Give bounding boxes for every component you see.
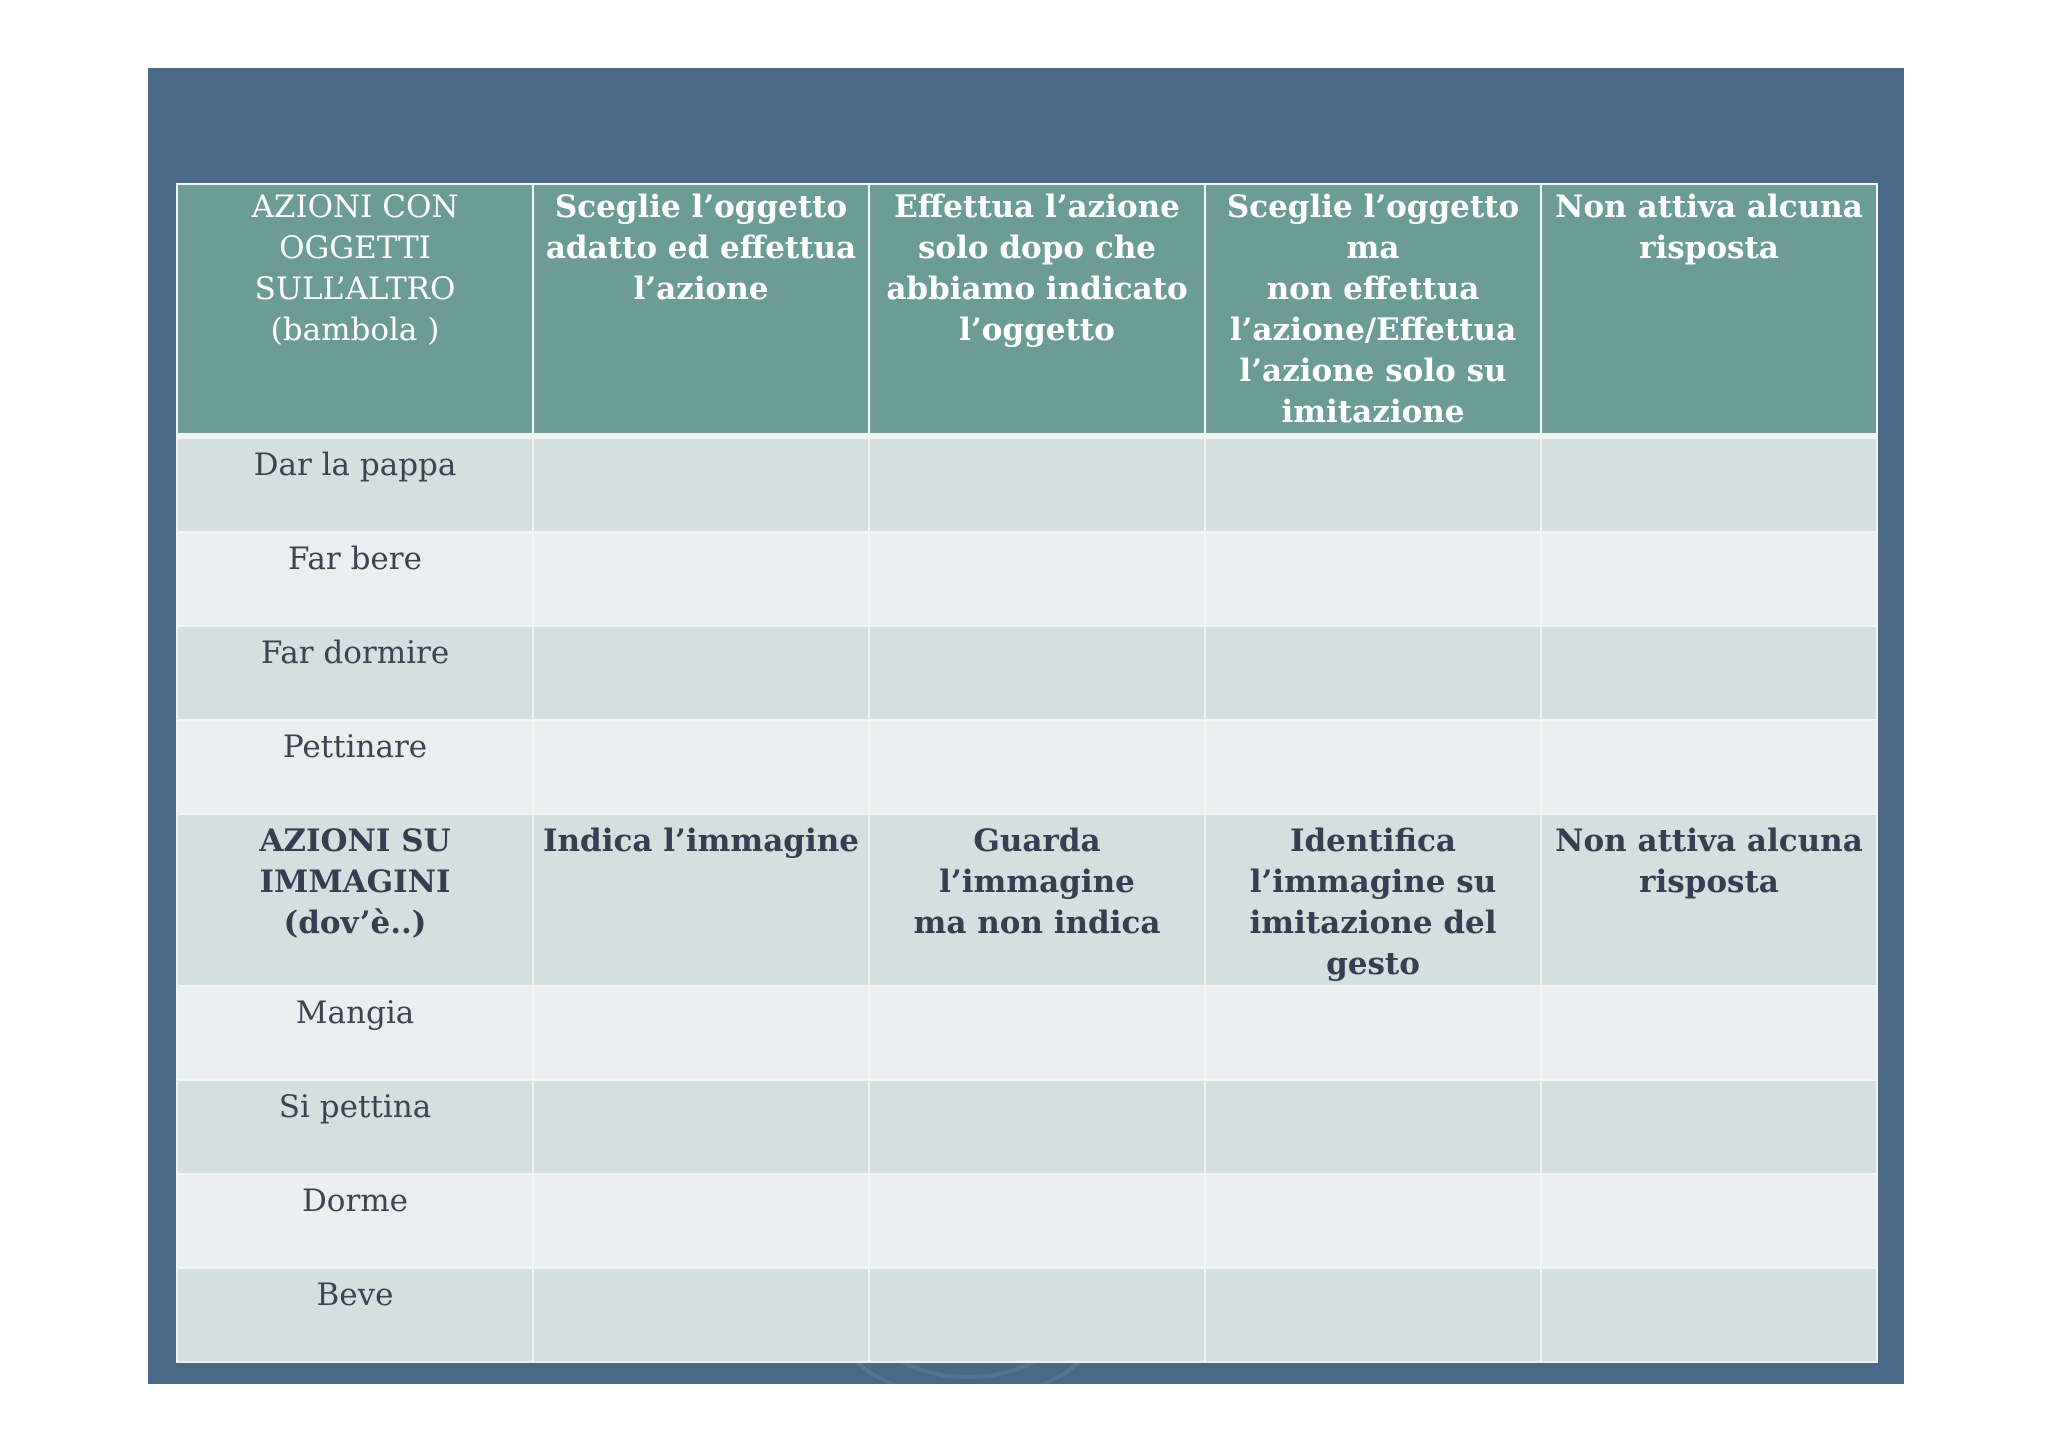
subheader-line: Indica l’immagine	[543, 823, 859, 859]
row-label: Pettinare	[177, 720, 533, 814]
header-line: Non attiva alcuna	[1555, 189, 1863, 225]
table-cell	[533, 720, 869, 814]
table-cell	[1205, 626, 1541, 720]
table-cell	[1205, 1174, 1541, 1268]
row-label: Beve	[177, 1268, 533, 1362]
table-row	[177, 626, 1877, 720]
subheader-cell-identifies-image	[1205, 814, 1541, 986]
header-line: SULL’ALTRO	[254, 271, 456, 307]
table-cell	[869, 436, 1205, 532]
header-cell-actions-objects	[177, 184, 533, 436]
table-row	[177, 532, 1877, 626]
row-label: Si pettina	[177, 1080, 533, 1174]
table-cell	[533, 626, 869, 720]
header-line: adatto ed effettua	[545, 230, 857, 266]
table-row	[177, 1174, 1877, 1268]
table-row	[177, 720, 1877, 814]
row-label: Dorme	[177, 1174, 533, 1268]
table-row	[177, 1080, 1877, 1174]
row-label: Far bere	[177, 532, 533, 626]
subheader-line: IMMAGINI (dov’è..)	[259, 864, 451, 941]
header-line: l’azione	[633, 271, 769, 307]
slide	[148, 68, 1904, 1384]
table-cell	[1541, 626, 1877, 720]
subheader-line: imitazione del gesto	[1249, 905, 1497, 982]
header-line: Effettua l’azione	[894, 189, 1180, 225]
row-label: Dar la pappa	[177, 436, 533, 532]
table-cell	[1205, 720, 1541, 814]
table-row	[177, 436, 1877, 532]
table-cell	[533, 1080, 869, 1174]
assessment-table	[176, 183, 1878, 1363]
header-line: l’azione solo su	[1239, 353, 1507, 389]
table-cell	[1541, 720, 1877, 814]
subheader-cell-points-image	[533, 814, 869, 986]
header-line: Sceglie l’oggetto	[554, 189, 848, 225]
header-line: imitazione	[1281, 394, 1465, 430]
header-cell-after-indication	[869, 184, 1205, 436]
header-cell-imitation	[1205, 184, 1541, 436]
header-line: OGGETTI	[279, 230, 431, 266]
subheader-line: l’immagine su	[1249, 864, 1497, 900]
header-line: risposta	[1639, 230, 1779, 266]
header-line: solo dopo che	[917, 230, 1156, 266]
header-line: AZIONI CON	[251, 189, 459, 225]
subheader-cell-no-response	[1541, 814, 1877, 986]
subheader-cell-looks-image	[869, 814, 1205, 986]
header-cell-chooses-object	[533, 184, 869, 436]
table-cell	[1541, 1174, 1877, 1268]
table-cell	[869, 626, 1205, 720]
table-cell	[533, 436, 869, 532]
row-label: Mangia	[177, 986, 533, 1080]
table-cell	[1541, 986, 1877, 1080]
table-cell	[1541, 1080, 1877, 1174]
table-cell	[1205, 1268, 1541, 1362]
table-cell	[533, 532, 869, 626]
subheader-cell-actions-images	[177, 814, 533, 986]
subheader-line: risposta	[1639, 864, 1779, 900]
subheader-line: AZIONI SU	[259, 823, 451, 859]
table-cell	[533, 1268, 869, 1362]
table-cell	[1541, 532, 1877, 626]
subheader-line: Guarda l’immagine	[939, 823, 1135, 900]
table-cell	[1205, 986, 1541, 1080]
table-cell	[1205, 436, 1541, 532]
subheader-line: ma non indica	[913, 905, 1161, 941]
section-subheader-row	[177, 814, 1877, 986]
header-line: l’azione/Effettua	[1229, 312, 1517, 348]
header-line: (bambola )	[270, 312, 440, 348]
table-cell	[1541, 436, 1877, 532]
subheader-line: Non attiva alcuna	[1555, 823, 1863, 859]
table-cell	[1205, 1080, 1541, 1174]
table-row	[177, 1268, 1877, 1362]
subheader-line: Identifica	[1289, 823, 1457, 859]
table-cell	[869, 532, 1205, 626]
table-cell	[869, 1174, 1205, 1268]
table-cell	[1541, 1268, 1877, 1362]
table-cell	[869, 720, 1205, 814]
table-cell	[533, 1174, 869, 1268]
table-cell	[869, 1080, 1205, 1174]
header-line: non effettua	[1266, 271, 1480, 307]
header-line: l’oggetto	[959, 312, 1115, 348]
header-line: abbiamo indicato	[886, 271, 1188, 307]
row-label: Far dormire	[177, 626, 533, 720]
table-cell	[869, 1268, 1205, 1362]
table-cell	[1205, 532, 1541, 626]
table-header-row	[177, 184, 1877, 436]
header-line: Sceglie l’oggetto ma	[1226, 189, 1520, 266]
table-cell	[533, 986, 869, 1080]
table-row	[177, 986, 1877, 1080]
table-cell	[869, 986, 1205, 1080]
header-cell-no-response	[1541, 184, 1877, 436]
